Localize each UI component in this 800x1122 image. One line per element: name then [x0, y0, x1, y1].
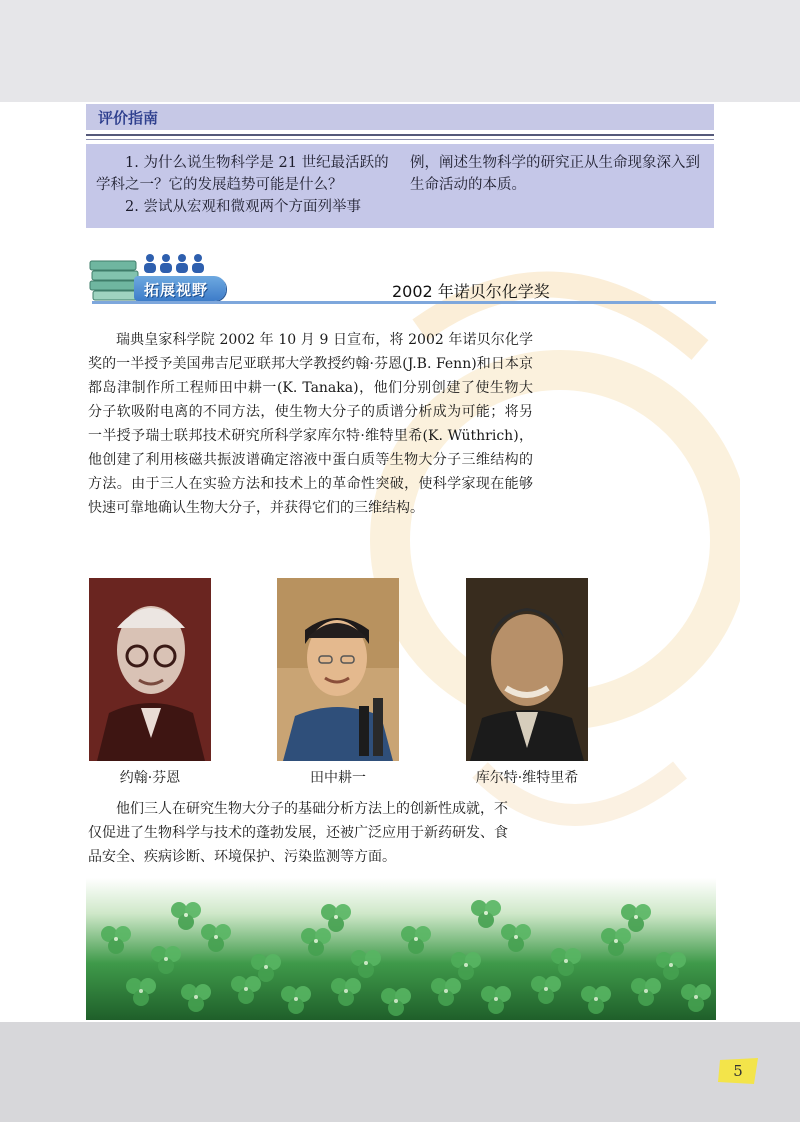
top-margin-band — [0, 0, 800, 102]
clover-photo-strip — [86, 878, 716, 1020]
evaluation-left-column — [96, 152, 396, 218]
question-2-end: 例，阐述生物科学的研究正从生命现象深入到生命活动的本质。 — [410, 155, 700, 193]
evaluation-box — [86, 144, 714, 228]
feature-body — [88, 328, 533, 520]
portrait-wuthrich — [466, 578, 588, 761]
people-icon — [140, 252, 220, 274]
bottom-margin-band — [0, 1022, 800, 1122]
question-2-start: 2. 尝试从宏观和微观两个方面列举事 — [125, 199, 361, 215]
header-rule-thin — [86, 139, 714, 140]
evaluation-heading: 评价指南 — [98, 109, 159, 127]
feature-label-badge — [134, 276, 226, 301]
page-number-badge — [716, 1056, 760, 1086]
evaluation-right-column — [410, 152, 706, 196]
closing-paragraph-block — [88, 797, 508, 869]
caption-tanaka: 田中耕一 — [310, 770, 366, 786]
caption-wuthrich: 库尔特·维特里希 — [475, 770, 579, 786]
caption-fenn: 约翰·芬恩 — [119, 770, 181, 786]
portrait-tanaka — [277, 578, 399, 761]
portrait-fenn — [89, 578, 211, 761]
feature-title: 2002 年诺贝尔化学奖 — [392, 282, 550, 301]
feature-label: 拓展视野 — [144, 281, 209, 299]
evaluation-header — [86, 104, 714, 130]
header-rule — [86, 134, 714, 136]
question-1: 1. 为什么说生物科学是 21 世纪最活跃的学科之一？它的发展趋势可能是什么？ — [96, 155, 389, 193]
closing-paragraph: 他们三人在研究生物大分子的基础分析方法上的创新性成就，不仅促进了生物科学与技术的蓬勃发展，还被广泛应用于新药研发、食品安全、疾病诊断、环境保护、污染监测等方面。 — [88, 801, 508, 865]
page-number: 5 — [733, 1062, 743, 1080]
feature-body-paragraph: 瑞典皇家科学院 2002 年 10 月 9 日宣布，将 2002 年诺贝尔化学奖的一半授予美国弗吉尼亚联邦大学教授约翰·芬恩(J.B. Fenn)和日本京都岛津制作所工程师田中耕一(K. Tanaka)，他们分别创建了使生物大分子软吸附电离的不同方法，使生物大分子的质谱分析成为可能；将另一半授予瑞士联邦技术研究所科学家库尔特·维特里希(K. Wüthrich)，他创建了利用核磁共振波谱确定溶液中蛋白质等生物大分子三维结构的方法。由于三人在实验方法和技术上的革命性突破，使科学家现在能够快速可靠地确认生物大分子，并获得它们的三维结构。 — [88, 332, 533, 516]
